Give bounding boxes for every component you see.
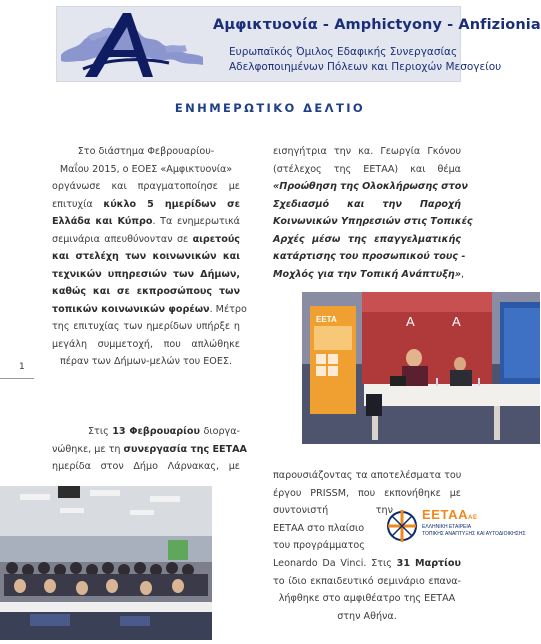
text-line: το ίδιο εκπαιδευτικό σεμινάριο επανα- bbox=[273, 575, 461, 587]
text-line: Κοινωνικών Υπηρεσιών στις Τοπικές bbox=[273, 216, 473, 227]
eetaa-logo-mark bbox=[384, 504, 420, 548]
col2-paragraph-1 bbox=[273, 143, 473, 283]
text-line: Σχεδιασμό και την Παροχή bbox=[273, 198, 461, 210]
eetaa-logo-line1: ΕΛΛΗΝΙΚΗ ΕΤΑΙΡΕΙΑ bbox=[422, 524, 472, 530]
text-line: (στέλεχος της ΕΕΤΑΑ) και θέμα bbox=[273, 163, 461, 175]
text-line: της επιτυχίας των ημερίδων υπήρξε η bbox=[52, 321, 240, 332]
photo-banner-text: ΕΕΤΑ bbox=[316, 315, 337, 324]
page-number-rule bbox=[0, 378, 34, 379]
text-line: Μοχλός για την Τοπική Ανάπτυξη», bbox=[273, 268, 465, 280]
photo-panel-speakers-image bbox=[302, 292, 540, 444]
text-line: έργου PRISSM, που εκπονήθηκε με bbox=[273, 487, 461, 499]
text-line: λήφθηκε στο αμφιθέατρο της ΕΕΤΑΑ bbox=[278, 593, 456, 604]
page-number: 1 bbox=[19, 362, 25, 372]
header-banner bbox=[56, 6, 541, 82]
text-line: καθώς και σε εκπροσώπους των bbox=[52, 286, 240, 297]
col2-paragraph-2 bbox=[273, 467, 461, 502]
text-line: του προγράμματος bbox=[273, 540, 365, 551]
text-line: επιτυχία κύκλο 5 ημερίδων σε bbox=[52, 198, 240, 210]
text-line: πέραν των Δήμων-μελών του ΕΟΕΣ. bbox=[59, 356, 233, 367]
text-line: οργάνωσε και πραγματοποίησε με bbox=[52, 181, 240, 192]
text-line: Στο διάστημα Φεβρουαρίου- bbox=[77, 146, 215, 157]
text-line: Leonardo Da Vinci. Στις 31 Μαρτίου bbox=[273, 558, 461, 569]
eetaa-logo bbox=[384, 504, 524, 552]
text-line: Μαΐου 2015, ο ΕΟΕΣ «Αμφικτυονία» bbox=[59, 163, 233, 175]
eetaa-logo-name: ΕΕΤΑΑΑΕ bbox=[422, 507, 478, 522]
banner-title: Αμφικτυονία - Amphictyony - Anfizionia bbox=[213, 17, 541, 33]
banner-subtitle-line2: Αδελφοποιημένων Πόλεων και Περιοχών Μεσογείου bbox=[229, 61, 502, 73]
mediterranean-map-logo bbox=[57, 7, 217, 83]
text-line: ημερίδα στον Δήμο Λάρνακας, με bbox=[52, 461, 240, 472]
newsletter-title: ΕΝΗΜΕΡΩΤΙΚΟ ΔΕΛΤΙΟ bbox=[174, 101, 366, 115]
eetaa-logo-line2: ΤΟΠΙΚΗΣ ΑΝΑΠΤΥΞΗΣ ΚΑΙ ΑΥΤΟΔΙΟΙΚΗΣΗΣ bbox=[422, 531, 526, 537]
col2-paragraph-3 bbox=[273, 502, 393, 555]
photo-panel-speakers bbox=[302, 292, 540, 444]
text-line: Ελλάδα και Κύπρο. Τα ενημερωτικά bbox=[52, 216, 240, 227]
col1-paragraph-1 bbox=[52, 143, 247, 371]
text-line: και στελέχη των κοινωνικών και bbox=[52, 251, 240, 262]
text-line: Αρχές μέσω της επαγγελματικής bbox=[273, 233, 461, 245]
text-line: τεχνικών υπηρεσιών των Δήμων, bbox=[52, 268, 240, 280]
col2-paragraph-4 bbox=[273, 555, 461, 625]
text-line: μεγάλη συμμετοχή, που απλώθηκε bbox=[52, 338, 240, 350]
text-line: τοπικών κοινωνικών φορέων. Μέτρο bbox=[52, 303, 247, 315]
photo-seminar-audience bbox=[0, 486, 212, 640]
banner-subtitle-line1: Ευρωπαϊκός Όμιλος Εδαφικής Συνεργασίας bbox=[229, 46, 458, 58]
photo-seminar-audience-image bbox=[0, 486, 212, 640]
text-line: σεμινάρια απευθύνονταν σε αιρετούς bbox=[52, 233, 240, 245]
text-line: συντονιστή την bbox=[273, 505, 393, 516]
text-line: εισηγήτρια την κα. Γεωργία Γκόνου bbox=[273, 146, 461, 157]
wall-letter: Α bbox=[406, 314, 415, 329]
text-line: νώθηκε, με τη συνεργασία της ΕΕΤΑΑ bbox=[52, 443, 247, 455]
text-line: κατάρτισης του προσωπικού τους - bbox=[273, 251, 466, 262]
text-line: «Προώθηση της Ολοκλήρωσης στον bbox=[273, 181, 468, 192]
col1-paragraph-2 bbox=[52, 423, 247, 476]
text-line: ΕΕΤΑΑ στο πλαίσιο bbox=[273, 522, 365, 534]
text-line: στην Αθήνα. bbox=[337, 610, 397, 622]
text-line: Στις 13 Φεβρουαρίου διοργα- bbox=[88, 426, 240, 437]
text-line: παρουσιάζοντας τα αποτελέσματα του bbox=[273, 470, 462, 481]
wall-letter: Α bbox=[452, 314, 461, 329]
